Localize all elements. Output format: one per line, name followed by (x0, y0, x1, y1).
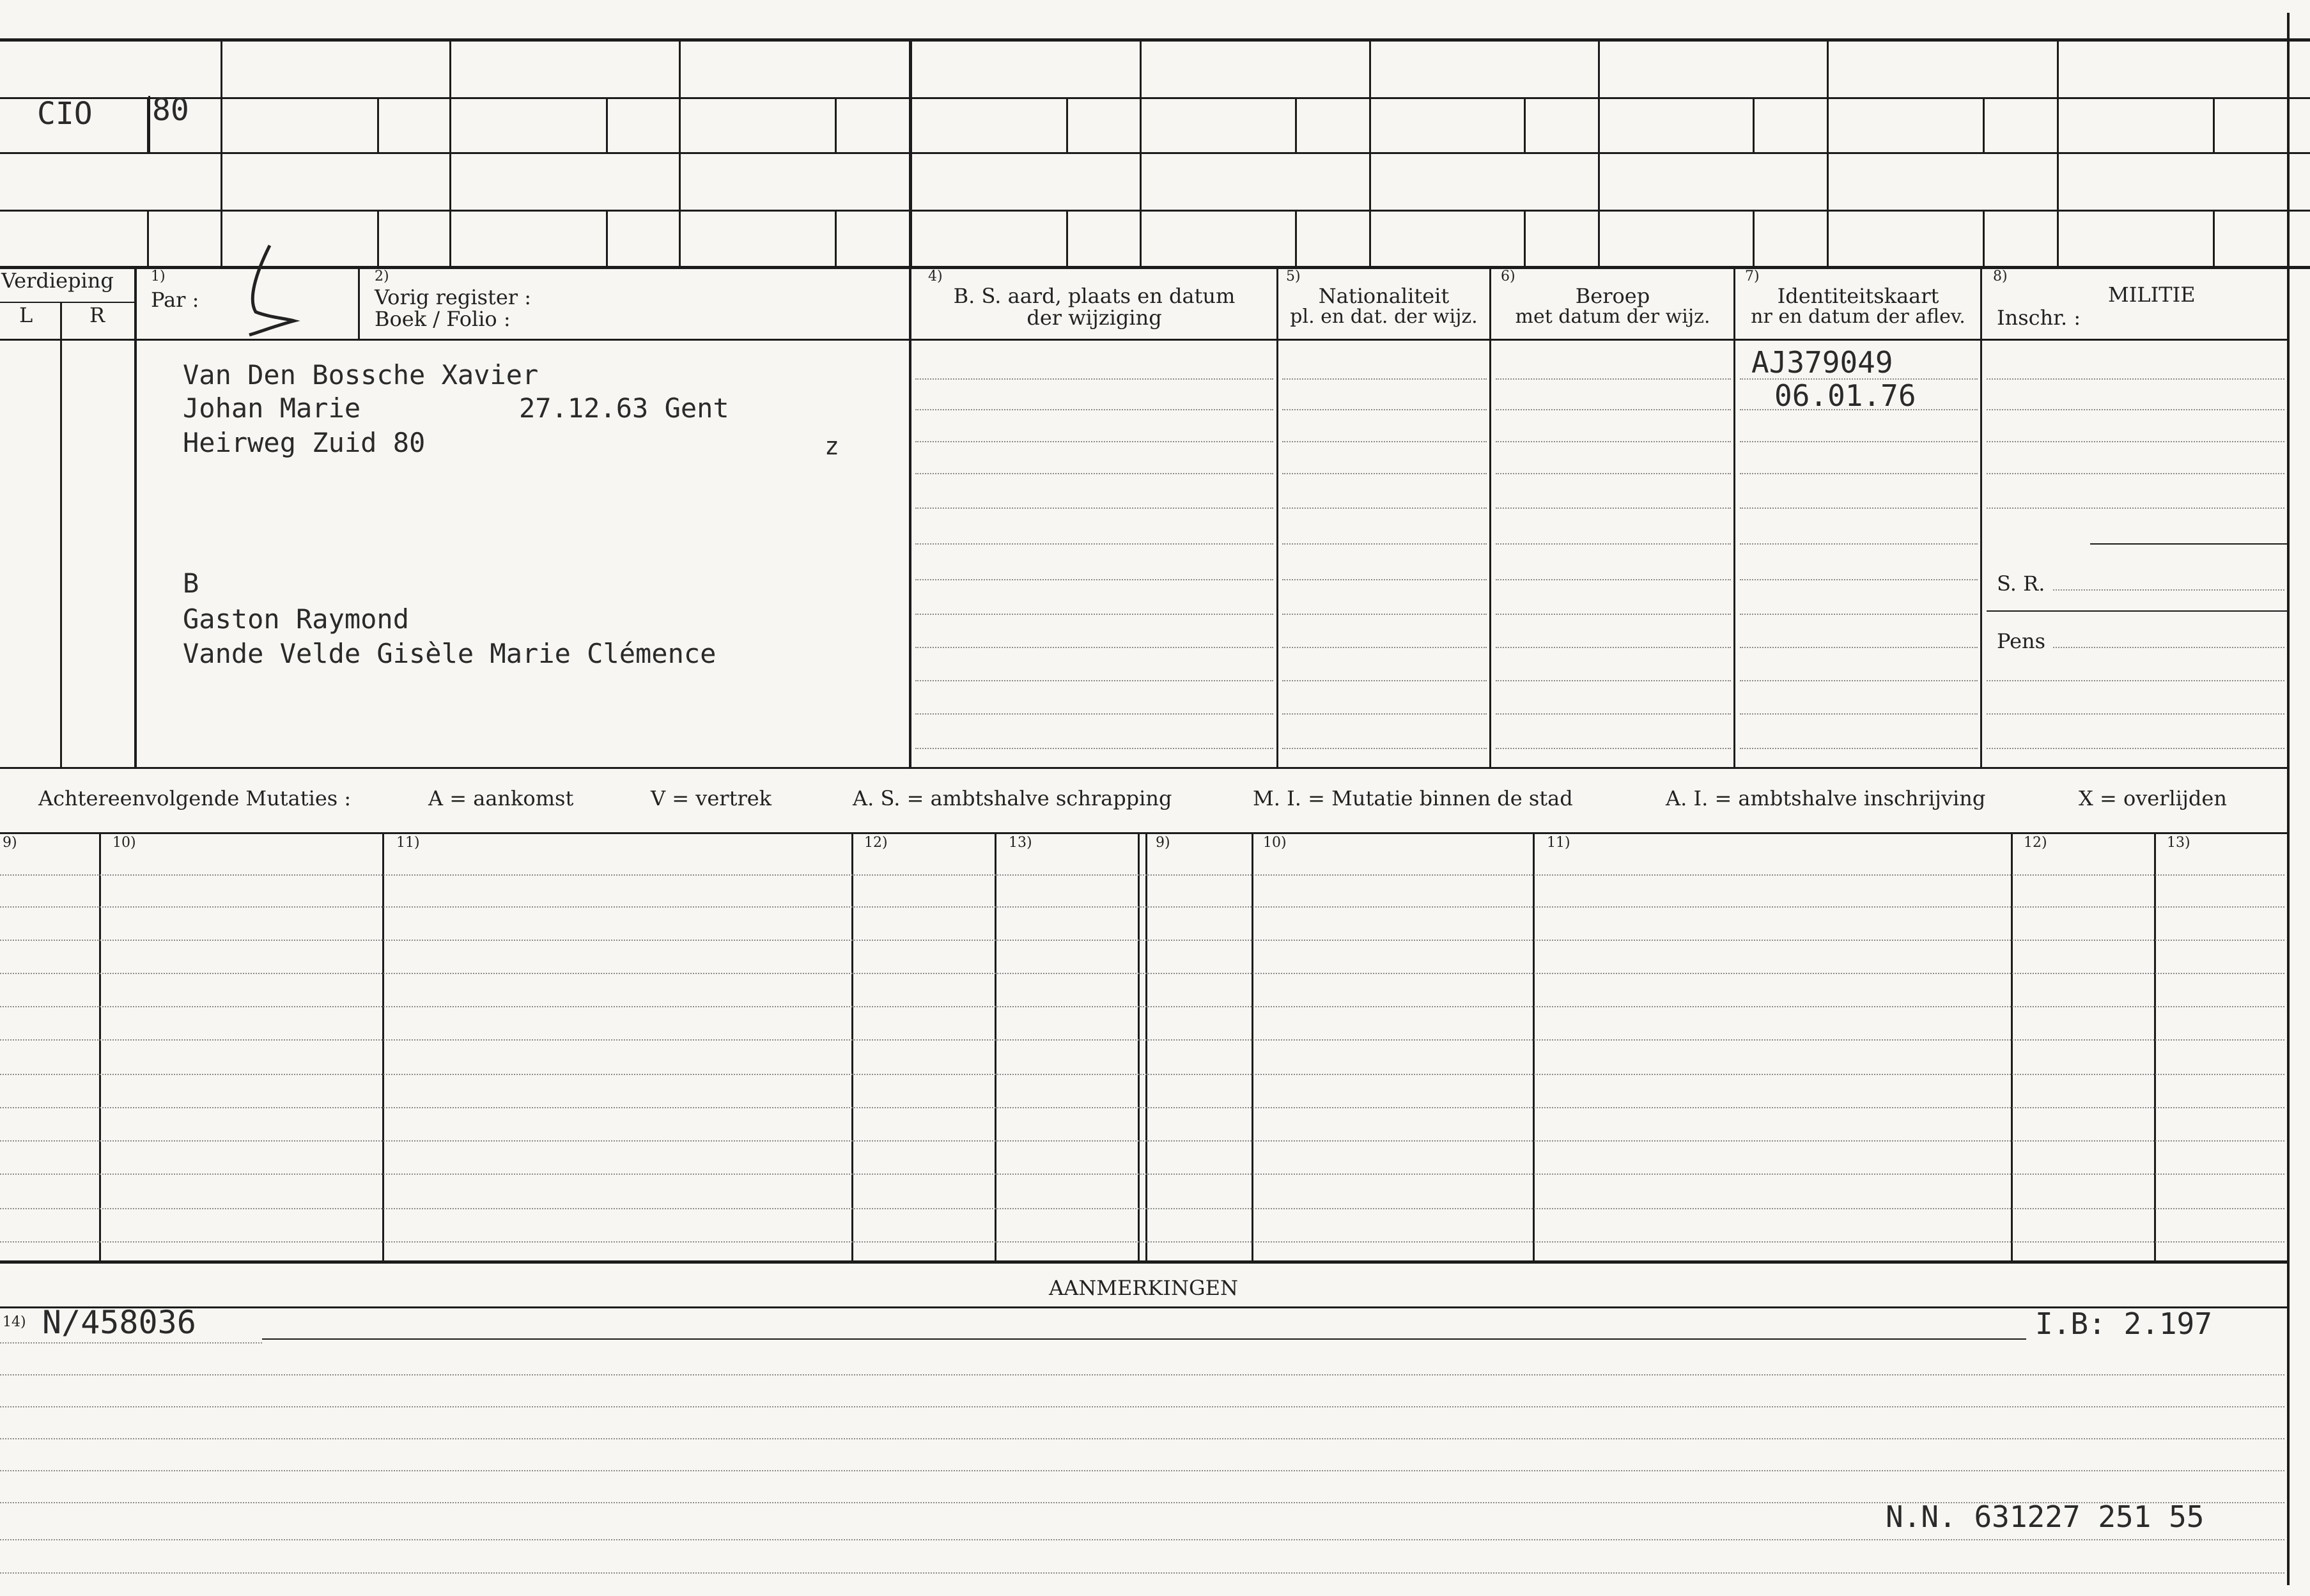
id-card-date: 06.01.76 (1774, 378, 1916, 413)
par-signature (230, 242, 300, 337)
par-label: Par : (151, 288, 199, 312)
nationaliteit-label-2: pl. en dat. der wijz. (1290, 306, 1478, 328)
mut-left-col-11: 11) (396, 835, 420, 851)
person-name: Van Den Bossche Xavier (183, 359, 539, 391)
mut-left-col-9: 9) (3, 835, 17, 851)
top-number: 80 (152, 92, 189, 128)
person-birth: 27.12.63 Gent (519, 392, 729, 424)
person-address: Heirweg Zuid 80 (183, 427, 426, 458)
legend-as: A. S. = ambtshalve schrapping (853, 786, 1172, 810)
legend-a: A = aankomst (428, 786, 574, 810)
person-mother: Vande Velde Gisèle Marie Clémence (183, 638, 717, 669)
id-card-number: AJ379049 (1751, 345, 1893, 380)
field-2-number: 2) (375, 268, 389, 284)
identiteitskaart-label-2: nr en datum der aflev. (1751, 306, 1965, 328)
vorig-register-label: Vorig register : (375, 285, 532, 309)
remarks-nn: N.N. 631227 251 55 (1886, 1499, 2205, 1534)
remarks-nr: N/458036 (42, 1304, 196, 1341)
bs-label-2: der wijziging (1027, 306, 1162, 330)
bs-label-1: B. S. aard, plaats en datum (953, 284, 1236, 308)
person-father: Gaston Raymond (183, 603, 410, 635)
legend-v: V = vertrek (651, 786, 772, 810)
mut-left-col-13: 13) (1009, 835, 1032, 851)
person-given-names: Johan Marie (183, 392, 361, 424)
beroep-label-1: Beroep (1575, 284, 1650, 308)
mut-right-col-9: 9) (1156, 835, 1170, 851)
legend-title: Achtereenvolgende Mutaties : (38, 786, 352, 810)
beroep-label-2: met datum der wijz. (1515, 306, 1710, 328)
field-6-number: 6) (1501, 268, 1515, 284)
nationaliteit-label-1: Nationaliteit (1318, 284, 1450, 308)
legend-x: X = overlijden (2079, 786, 2227, 810)
field-4-number: 4) (928, 268, 943, 284)
militie-label: MILITIE (2108, 283, 2196, 307)
col-r-label: R (89, 303, 105, 327)
mut-right-col-13: 13) (2167, 835, 2190, 851)
field-1-number: 1) (151, 268, 166, 284)
mut-right-col-11: 11) (1547, 835, 1570, 851)
inschr-label: Inschr. : (1997, 306, 2081, 330)
mut-right-col-12: 12) (2024, 835, 2047, 851)
legend-mi: M. I. = Mutatie binnen de stad (1253, 786, 1573, 810)
sr-label: S. R. (1997, 571, 2045, 596)
field-14-number: 14) (3, 1314, 26, 1330)
person-mark: z (825, 432, 839, 460)
pens-label: Pens (1997, 629, 2046, 653)
field-5-number: 5) (1286, 268, 1301, 284)
mut-right-col-10: 10) (1263, 835, 1287, 851)
col-l-label: L (19, 303, 33, 327)
verdieping-label: Verdieping (1, 268, 114, 293)
field-8-number: 8) (1993, 268, 2008, 284)
remarks-ib: I.B: 2.197 (2035, 1306, 2212, 1341)
remarks-title: AANMERKINGEN (1049, 1276, 1238, 1300)
person-status: B (183, 568, 199, 599)
identiteitskaart-label-1: Identiteitskaart (1777, 284, 1939, 308)
legend-ai: A. I. = ambtshalve inschrijving (1666, 786, 1986, 810)
mut-left-col-12: 12) (864, 835, 888, 851)
mut-left-col-10: 10) (112, 835, 136, 851)
field-7-number: 7) (1745, 268, 1760, 284)
top-code: CIO (37, 96, 93, 132)
boek-folio-label: Boek / Folio : (375, 307, 511, 331)
